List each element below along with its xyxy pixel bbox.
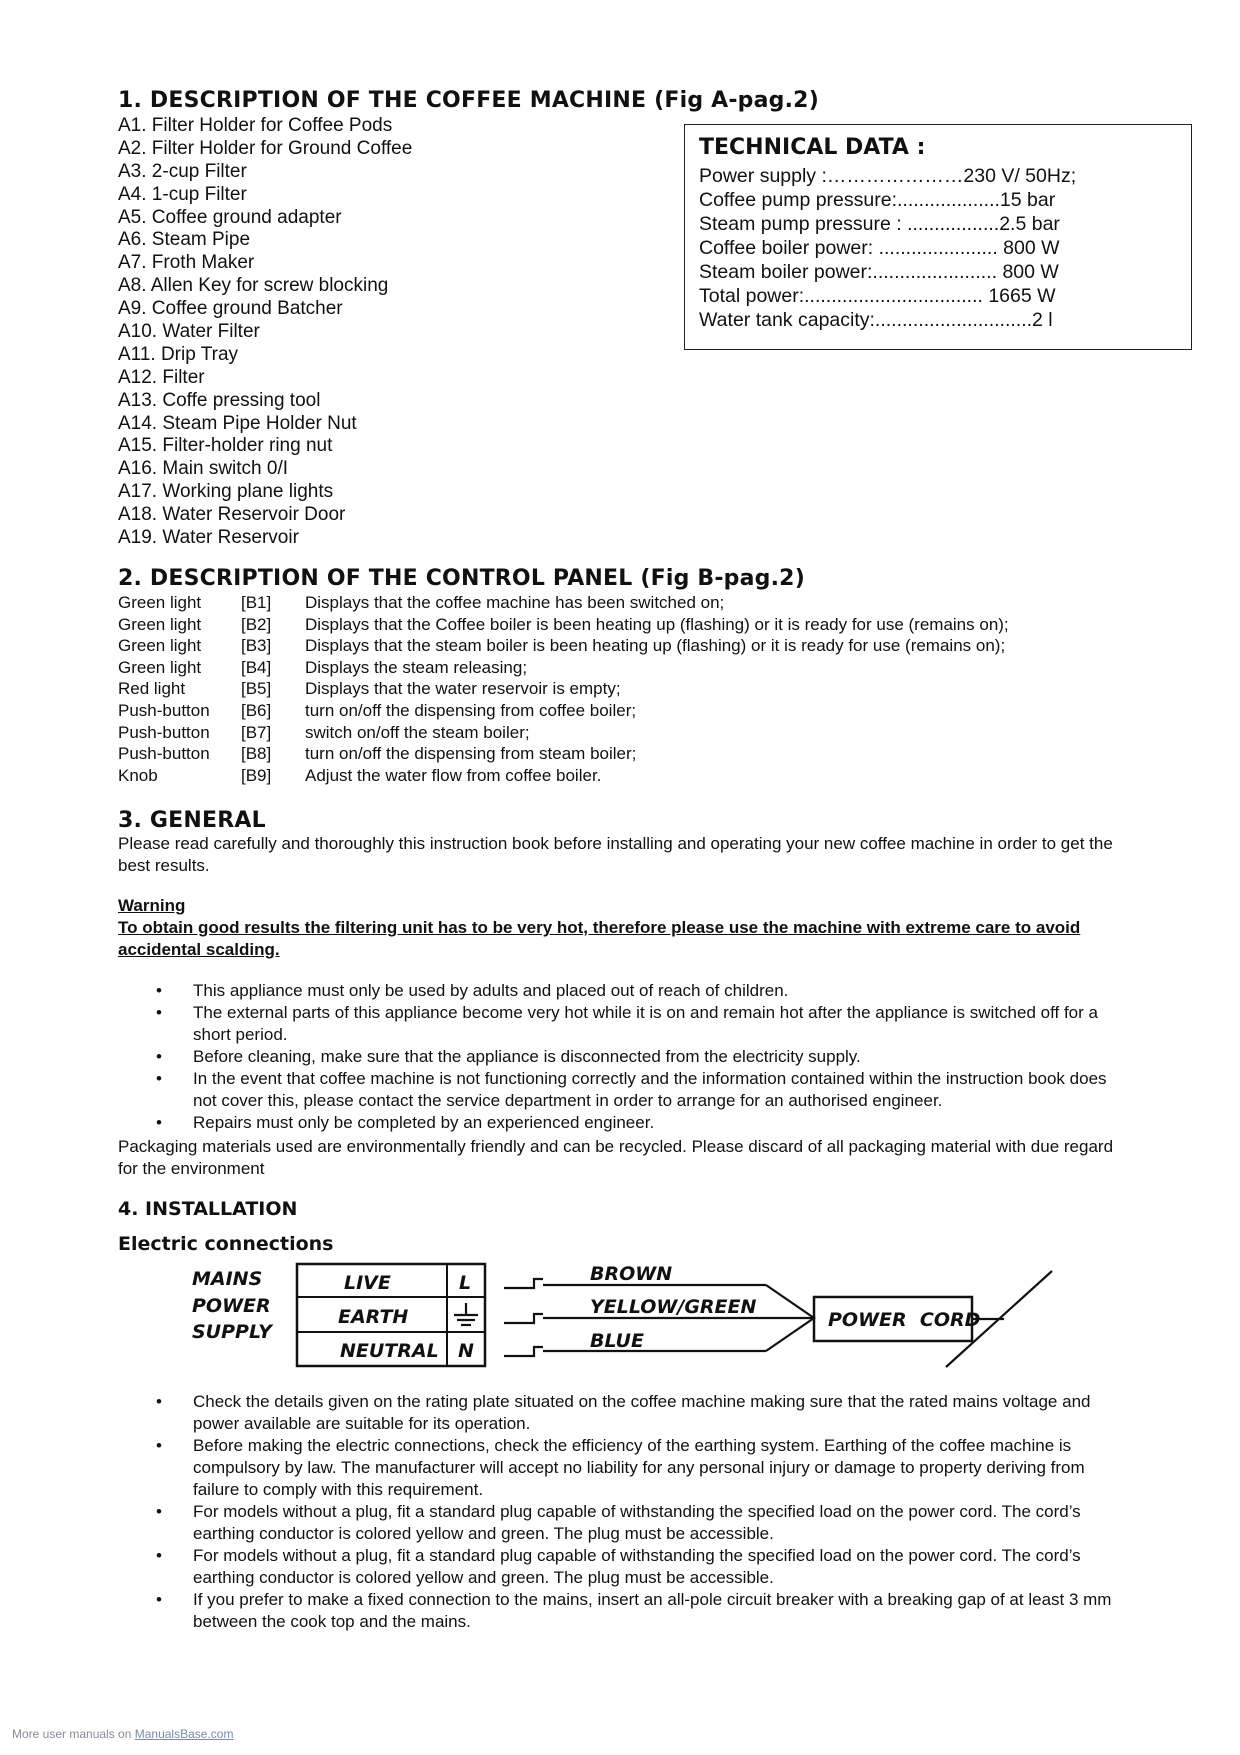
control-code: [B7] [241,722,272,742]
control-type: Knob [118,765,158,785]
bullet-item [118,1589,1130,1633]
technical-data-row: Steam pump pressure : .................2.5 bar [699,213,1060,235]
section-2-title: 2. DESCRIPTION OF THE CONTROL PANEL (Fig B-pag.2) [118,566,805,591]
technical-data-row: Power supply :…………………230 V/ 50Hz; [699,165,1077,187]
control-code: [B8] [241,744,272,764]
control-panel-table [118,592,1009,786]
machine-part-item: A16. Main switch 0/I [118,458,289,480]
bullet-icon: • [156,1069,162,1088]
machine-part-item: A3. 2-cup Filter [118,160,247,182]
bullet-icon: • [156,1546,162,1565]
installation-bullet-list [118,1391,1130,1633]
general-bullet-list [118,980,1130,1134]
packaging-note: Packaging materials used are environmentally friendly and can be recycled. Please discard of all packaging material with due regard for the environment [118,1137,1114,1178]
bullet-item [118,1068,1130,1112]
terminal-live-label: LIVE [344,1272,391,1294]
general-intro: Please read carefully and thoroughly this instruction book before installing and operating your new coffee machine in order to get the best results. [118,834,1113,875]
warning-label: Warning [118,896,186,915]
bullet-icon: • [156,1003,162,1022]
wiring-diagram [186,1255,1066,1375]
control-type: Green light [118,636,202,656]
bullet-icon: • [156,1392,162,1411]
bullet-text: Check the details given on the rating plate situated on the coffee machine making sure that the rated mains voltage and power available are suitable for its operation. [193,1392,1091,1433]
control-description: Displays that the steam boiler is been heating up (flashing) or it is ready for use (remains on); [305,636,1006,656]
bullet-text: For models without a plug, fit a standard plug capable of withstanding the specified load on the power cord. The cord’s earthing conductor is colored yellow and green. The plug must be accessible. [193,1546,1081,1587]
bullet-item [118,1435,1130,1501]
machine-part-item: A11. Drip Tray [118,343,239,365]
bullet-text: For models without a plug, fit a standard plug capable of withstanding the specified load on the power cord. The cord’s earthing conductor is colored yellow and green. The plug must be accessible. [193,1502,1081,1543]
wire-brown-label: BROWN [590,1263,673,1285]
bullet-icon: • [156,1113,162,1132]
control-description: switch on/off the steam boiler; [305,722,530,742]
machine-part-item: A1. Filter Holder for Coffee Pods [118,115,393,136]
bullet-item [118,1545,1130,1589]
control-code: [B3] [241,636,272,656]
machine-part-item: A12. Filter [118,366,205,388]
wire-yellow-green-label: YELLOW/GREEN [590,1296,757,1318]
bullet-text: In the event that coffee machine is not functioning correctly and the information contained within the instruction book does not cover this, please contact the service department in order to arrange for an authorised engineer. [193,1069,1107,1110]
control-code: [B9] [241,765,272,785]
bullet-text: Before cleaning, make sure that the appliance is disconnected from the electricity supply. [193,1047,861,1066]
bullet-item [118,1002,1130,1046]
bullet-text: Repairs must only be completed by an experienced engineer. [193,1113,655,1132]
bullet-text: Before making the electric connections, check the efficiency of the earthing system. Earthing of the coffee machine is compulsory by law. The manufacturer will accept no liability for any personal injury or damage to property deriving from failure to comply with this requirement. [193,1436,1085,1499]
technical-data-title: TECHNICAL DATA : [699,135,926,160]
footer-prefix: More user manuals on [12,1727,135,1741]
control-panel-row [118,657,1009,679]
technical-data-box [684,124,1192,350]
bullet-item [118,980,1130,1002]
machine-part-item: A5. Coffee ground adapter [118,206,342,228]
bullet-item [118,1112,1130,1134]
control-type: Red light [118,679,186,699]
electric-connections-subtitle: Electric connections [118,1233,334,1255]
control-panel-row [118,614,1009,636]
control-description: Displays that the coffee machine has been switched on; [305,593,725,612]
machine-part-item: A7. Froth Maker [118,252,255,274]
control-code: [B5] [241,679,272,699]
bullet-text: The external parts of this appliance become very hot while it is on and remain hot after the appliance is switched off for a short period. [193,1003,1098,1044]
wire-lead-neutral [504,1347,543,1356]
control-code: [B2] [241,614,272,634]
machine-part-item: A13. Coffe pressing tool [118,389,321,411]
control-panel-row [118,635,1009,657]
technical-data-row: Coffee boiler power: ...................... 800 W [699,237,1060,259]
machine-part-item: A19. Water Reservoir [118,527,299,549]
technical-data-rows [699,164,1177,332]
machine-part-item: A10. Water Filter [118,321,260,343]
control-type: Green light [118,657,202,677]
wire-blue-label: BLUE [590,1330,644,1352]
bullet-icon: • [156,981,162,1000]
bullet-icon: • [156,1047,162,1066]
machine-part-item: A8. Allen Key for screw blocking [118,275,389,297]
bullet-text: This appliance must only be used by adults and placed out of reach of children. [193,981,789,1000]
footer [12,1727,233,1741]
terminal-live-symbol: L [459,1272,472,1294]
terminal-neutral-symbol: N [458,1340,474,1362]
machine-part-item: A9. Coffee ground Batcher [118,298,343,320]
machine-part-item: A14. Steam Pipe Holder Nut [118,412,357,434]
technical-data-row: Coffee pump pressure:...................15 bar [699,189,1056,211]
warning-text: To obtain good results the filtering unit has to be very hot, therefore please use the machine with extreme care to avoid accidental scalding. [118,918,1081,959]
bullet-icon: • [156,1436,162,1455]
control-description: Displays that the Coffee boiler is been heating up (flashing) or it is ready for use (remains on); [305,614,1009,634]
bullet-item [118,1391,1130,1435]
section-4-title: 4. INSTALLATION [118,1198,298,1220]
section-1-title: 1. DESCRIPTION OF THE COFFEE MACHINE (Fig A-pag.2) [118,88,819,113]
bullet-item [118,1046,1130,1068]
mains-label-2: POWER [192,1295,271,1317]
control-panel-row [118,743,1009,765]
machine-part-item: A18. Water Reservoir Door [118,504,346,526]
machine-part-item: A2. Filter Holder for Ground Coffee [118,137,413,159]
wire-lead-live [504,1279,543,1288]
control-type: Green light [118,593,202,612]
control-description: Displays that the water reservoir is empty; [305,679,621,699]
technical-data-row: Total power:................................. 1665 W [699,285,1056,307]
machine-part-item: A6. Steam Pipe [118,229,251,251]
wire-lead-earth [504,1314,543,1323]
control-description: turn on/off the dispensing from coffee boiler; [305,700,637,720]
power-cord-label: POWER CORD [828,1309,981,1331]
machine-part-item: A4. 1-cup Filter [118,183,247,205]
earth-symbol-icon [454,1303,478,1325]
machine-parts-list [118,115,412,550]
control-description: turn on/off the dispensing from steam boiler; [305,744,637,764]
control-panel-row [118,700,1009,722]
footer-link[interactable]: ManualsBase.com [134,1727,234,1741]
control-type: Push-button [118,744,210,764]
technical-data-row: Water tank capacity:.............................2 l [699,309,1053,331]
terminal-neutral-label: NEUTRAL [340,1340,439,1362]
control-code: [B4] [241,657,272,677]
control-type: Push-button [118,700,210,720]
control-code: [B6] [241,700,272,720]
control-description: Adjust the water flow from coffee boiler. [305,765,602,785]
machine-part-item: A17. Working plane lights [118,481,334,503]
bullet-icon: • [156,1502,162,1521]
machine-part-item: A15. Filter-holder ring nut [118,435,333,457]
mains-label-1: MAINS [192,1268,263,1290]
control-panel-row [118,722,1009,744]
section-3-title: 3. GENERAL [118,808,266,833]
bullet-icon: • [156,1590,162,1609]
terminal-earth-label: EARTH [338,1306,409,1328]
bullet-text: If you prefer to make a fixed connection to the mains, insert an all-pole circuit breaker with a breaking gap of at least 3 mm between the cook top and the mains. [193,1590,1112,1631]
bullet-item [118,1501,1130,1545]
control-description: Displays the steam releasing; [305,657,528,677]
control-panel-row [118,678,1009,700]
technical-data-row: Steam boiler power:....................... 800 W [699,261,1059,283]
control-panel-row [118,592,1009,614]
control-code: [B1] [241,593,272,612]
mains-label-3: SUPPLY [192,1321,272,1343]
control-type: Push-button [118,722,210,742]
control-type: Green light [118,614,202,634]
control-panel-row [118,765,1009,787]
